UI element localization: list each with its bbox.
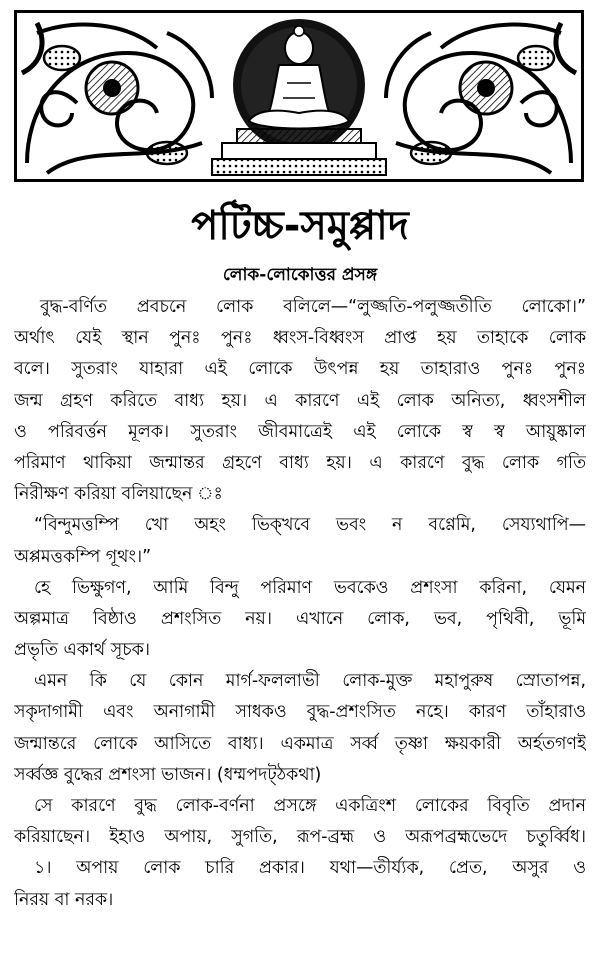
text-line: অর্থাৎ যেই স্থান পুনঃ পুনঃ ধ্বংস-বিধ্বংস প্রাপ্ত হয় তাহাকে লোক [14, 328, 586, 349]
paragraph-4 [14, 666, 586, 791]
paragraph-2-quote [14, 510, 586, 572]
text-line: ও পরিবর্ত্তন মূলক। সুতরাং জীবমাত্রেই এই লোকে স্ব স্ব আয়ুষ্কাল [14, 421, 586, 442]
text-line: বলে। সুতরাং যাহারা এই লোকে উৎপন্ন হয় তাহারাও পুনঃ পুনঃ [14, 359, 586, 380]
header-banner [14, 10, 584, 182]
text-line: করিয়াছেন। ইহাও অপায়, সুগতি, রূপ-ব্রহ্ম ও অরূপব্রহ্মভেদে চতুর্ব্বিধ। [14, 827, 586, 848]
paragraph-1 [14, 292, 586, 510]
text-line: প্রভৃতি একার্থ সূচক। [14, 640, 150, 661]
text-line: পরিমাণ থাকিয়া জন্মান্তর গ্রহণে বাধ্য হয়। এ কারণে বুদ্ধ লোক গতি [14, 452, 586, 473]
chapter-title: পটিচ্চ-সমুপ্পাদ [191, 203, 409, 249]
chapter-subtitle: লোক-লোকোত্তর প্রসঙ্গ [222, 265, 378, 285]
paragraph-3 [14, 573, 586, 667]
text-line: সর্ব্বজ্ঞ বুদ্ধের প্রশংসা ভাজন। (ধম্মপদট্ঠকথা) [14, 764, 322, 785]
text-line: বুদ্ধ-বর্ণিত প্রবচনে লোক বলিলে—“লুজ্জতি-পলুজ্জতীতি লোকো।” [40, 297, 586, 317]
text-line: জন্মান্তরে লোকে আসিতে বাধ্য। একমাত্র সর্ব্ব তৃষ্ণা ক্ষয়কারী অর্হতগণই [14, 733, 586, 754]
text-line: জন্ম গ্রহণ করিতে বাধ্য হয়। এ কারণে এই লোক অনিত্য, ধ্বংসশীল [14, 390, 586, 411]
paragraph-5 [14, 791, 586, 853]
text-line: এমন কি যে কোন মার্গ-ফললাভী লোক-মুক্ত মহাপুরুষ স্রোতাপন্ন, [34, 671, 586, 692]
text-line: অল্পমাত্র বিষ্ঠাও প্রশংসিত নয়। এখানে লোক, ভব, পৃথিবী, ভূমি [14, 608, 586, 629]
pedestal [212, 129, 386, 175]
text-line: নিরয় বা নরক। [14, 889, 114, 910]
text-line: “বিন্দুমত্তম্পি খো অহং ভিক্খবে ভবং ন বণ্ণেমি, সেয্যথাপি— [34, 515, 586, 536]
text-line: হে ভিক্ষুগণ, আমি বিন্দু পরিমাণ ভবকেও প্রশংসা করিনা, যেমন [34, 577, 586, 598]
text-line: ১। অপায় লোক চারি প্রকার। যথা—তীর্য্যক, প্রেত, অসুর ও [34, 858, 586, 879]
text-line: সে কারণে বুদ্ধ লোক-বর্ণনা প্রসঙ্গে একত্রিংশ লোকের বিবৃতি প্রদান [34, 796, 586, 816]
body-text [14, 292, 586, 916]
paragraph-6 [14, 853, 586, 915]
text-line: অপ্পমত্তকম্পি গূথং।” [14, 546, 152, 567]
buddha-banner-illustration [17, 13, 581, 179]
text-line: নিরীক্ষণ করিয়া বলিয়াছেন ঃ [14, 484, 223, 505]
text-line: সকৃদাগামী এবং অনাগামী সাধকও বুদ্ধ-প্রশংসিত নহে। কারণ তাঁহারাও [14, 702, 586, 723]
